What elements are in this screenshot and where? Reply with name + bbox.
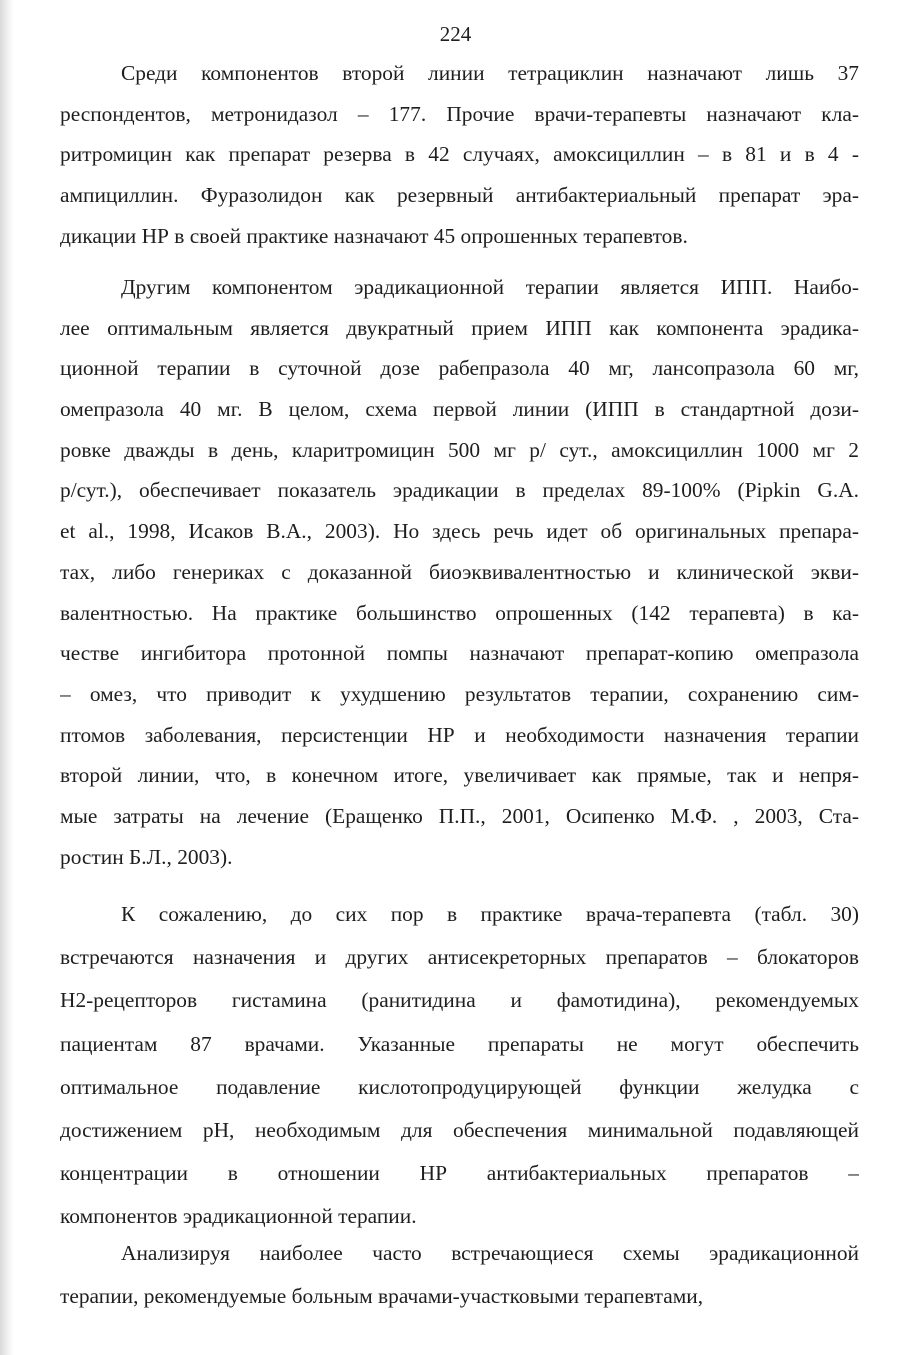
text-line: компонентов эрадикационной терапии. [60, 1204, 417, 1229]
text-line: мые затраты на лечение (Еращенко П.П., 2001, Осипенко М.Ф. , 2003, Ста- [60, 803, 859, 828]
paragraph-3 [60, 893, 859, 1239]
text-line: р/сут.), обеспечивает показатель эрадикации в пределах 89-100% (Pipkin G.A. [60, 478, 859, 503]
text-line: респондентов, метронидазол – 177. Прочие врачи-терапевты назначают кла- [60, 101, 859, 126]
text-line: валентностью. На практике большинство опрошенных (142 терапевта) в ка- [60, 600, 859, 625]
page-number: 224 [439, 22, 472, 46]
text-line: ровке дважды в день, кларитромицин 500 мг р/ сут., амоксициллин 1000 мг 2 [60, 437, 859, 462]
text-line: тах, либо генериках с доказанной биоэквивалентностью и клинической экви- [60, 559, 859, 584]
text-line: лее оптимальным является двукратный прием ИПП как компонента эрадика- [60, 315, 859, 340]
paragraph-2 [60, 267, 859, 877]
text-line: дикации НР в своей практике назначают 45 опрошенных терапевтов. [60, 223, 688, 248]
text-line: Другим компонентом эрадикационной терапии является ИПП. Наибо- [121, 275, 859, 299]
text-line: ционной терапии в суточной дозе рабепразола 40 мг, лансопразола 60 мг, [60, 356, 859, 381]
text-line: et al., 1998, Исаков В.А., 2003). Но здесь речь идет об оригинальных препара- [60, 519, 859, 544]
text-line: достижением рН, необходимым для обеспечения минимальной подавляющей [60, 1117, 859, 1142]
text-line: ростин Б.Л., 2003). [60, 844, 233, 869]
text-line: терапии, рекомендуемые больным врачами-участковыми терапевтами, [60, 1284, 704, 1309]
text-line: омепразола 40 мг. В целом, схема первой линии (ИПП в стандартной дози- [60, 397, 859, 422]
text-line: второй линии, что, в конечном итоге, увеличивает как прямые, так и непря- [60, 763, 859, 788]
text-line: встречаются назначения и других антисекреторных препаратов – блокаторов [60, 945, 859, 970]
text-line: Среди компонентов второй линии тетрациклин назначают лишь 37 [121, 61, 859, 85]
text-line: – омез, что приводит к ухудшению результатов терапии, сохранению сим- [60, 681, 859, 706]
text-line: ритромицин как препарат резерва в 42 случаях, амоксициллин – в 81 и в 4 - [60, 142, 859, 167]
text-line: птомов заболевания, персистенции НР и необходимости назначения терапии [60, 722, 859, 747]
text-line: ампициллин. Фуразолидон как резервный антибактериальный препарат эра- [60, 183, 859, 208]
text-line: концентрации в отношении НР антибактериальных препаратов – [60, 1161, 859, 1186]
text-line: Н2-рецепторов гистамина (ранитидина и фамотидина), рекомендуемых [60, 988, 859, 1013]
text-line: К сожалению, до сих пор в практике врача-терапевта (табл. 30) [121, 902, 859, 926]
text-line: оптимальное подавление кислотопродуцирующей функции желудка с [60, 1074, 859, 1099]
paragraph-1 [60, 53, 859, 256]
paragraph-4 [60, 1232, 859, 1318]
text-line: Анализируя наиболее часто встречающиеся схемы эрадикационной [121, 1241, 859, 1265]
text-line: пациентам 87 врачами. Указанные препараты не могут обеспечить [60, 1031, 859, 1056]
text-line: честве ингибитора протонной помпы назначают препарат-копию омепразола [60, 641, 859, 666]
